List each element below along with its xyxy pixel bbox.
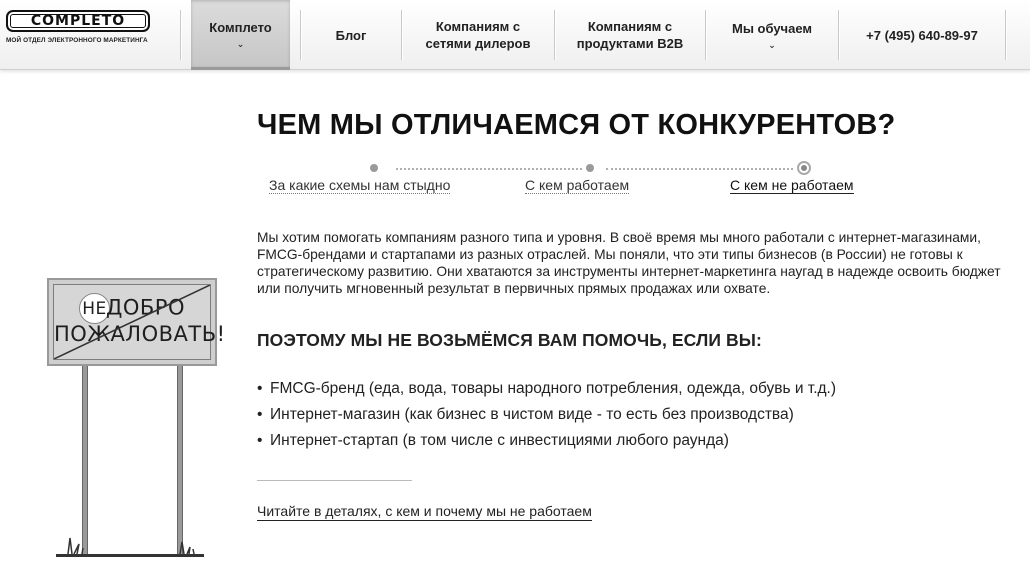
step-connector (396, 168, 582, 170)
page-title-bold: ЧЕМ МЫ ОТЛИЧАЕМСЯ (257, 109, 601, 141)
nav-item-label: Компаниям с продуктами B2B (576, 19, 684, 51)
nav-separator (1005, 10, 1006, 60)
list-item: • Интернет-стартап (в том числе с инвестициями любого раунда) (257, 428, 957, 454)
list-item: • FMCG-бренд (еда, вода, товары народного потребления, одежда, обувь и т.д.) (257, 376, 957, 402)
intro-paragraph: Мы хотим помогать компаниям разного типа и уровня. В своё время мы много работали с интернет-магазинами, FMCG-брендами и стартапами из разных отраслей. Мы поняли, что эти типы бизнесов (в России) не готовы к стратегическому развитию. Они хватаются за инструменты интернет-маркетинга наугад в надежде освоить бюджет или получить мгновенный результат в первичных прямых продажах или охвате. (257, 230, 1001, 296)
logo-badge (6, 10, 150, 32)
step-who-we-work-with[interactable]: С кем работаем (525, 177, 630, 193)
reasons-list (257, 376, 957, 454)
step-marker-icon (370, 164, 378, 172)
page-title (257, 107, 1017, 143)
page-title-rest: ОТ КОНКУРЕНТОВ? (600, 109, 896, 141)
nav-item-label: Комплето (209, 19, 272, 35)
sign-board-inner (53, 284, 226, 360)
subheading-suffix: ВАМ ПОМОЧЬ, ЕСЛИ ВЫ: (532, 330, 762, 350)
subheading-prefix: ПОЭТОМУ МЫ (257, 330, 388, 350)
step-who-we-dont-work-with[interactable]: С кем не работаем (730, 177, 854, 193)
section-steps (257, 158, 877, 198)
nav-item-b2b-products[interactable] (555, 0, 705, 70)
phone-number-text: +7 (495) 640-89-97 (866, 27, 978, 43)
step-shameful-schemes[interactable]: За какие схемы нам стыдно (269, 177, 451, 193)
sign-ne-badge: НЕ (79, 293, 110, 324)
divider (257, 480, 412, 481)
logo-wordmark: COMPLETO (30, 13, 126, 29)
top-navigation-bar (0, 0, 1030, 70)
nav-item-completo[interactable] (191, 0, 290, 70)
section-subheading (257, 329, 957, 351)
nav-item-blog[interactable] (301, 0, 401, 70)
sign-line-1-rest: ДОБРО (105, 295, 186, 320)
not-welcome-sign-illustration (30, 270, 230, 570)
step-marker-icon (586, 164, 594, 172)
nav-item-dealer-networks[interactable] (402, 0, 554, 70)
step-current-marker-icon (797, 161, 811, 175)
logo-tagline: МОЙ ОТДЕЛ ЭЛЕКТРОННОГО МАРКЕТИНГА (6, 37, 148, 44)
ground-line (56, 554, 204, 557)
chevron-down-icon: ⌄ (768, 40, 776, 50)
nav-separator (180, 10, 181, 60)
nav-item-label: Блог (335, 27, 367, 43)
phone-number[interactable] (839, 0, 1005, 70)
logo[interactable] (6, 10, 154, 52)
subheading-bold: НЕ ВОЗЬМЁМСЯ (387, 330, 533, 350)
sign-board (47, 278, 226, 366)
nav-item-label: Мы обучаем (731, 21, 813, 36)
nav-item-training[interactable] (706, 0, 838, 70)
chevron-down-icon: ⌄ (236, 38, 245, 49)
list-item: • Интернет-магазин (как бизнес в чистом виде - то есть без производства) (257, 402, 957, 428)
step-connector (606, 168, 793, 170)
sign-line-2: ПОЖАЛОВАТЬ! (54, 322, 226, 346)
details-link[interactable]: Читайте в деталях, с кем и почему мы не работаем (257, 503, 592, 519)
sign-strike-icon (54, 285, 226, 359)
nav-item-label: Компаниям с сетями дилеров (425, 19, 531, 51)
